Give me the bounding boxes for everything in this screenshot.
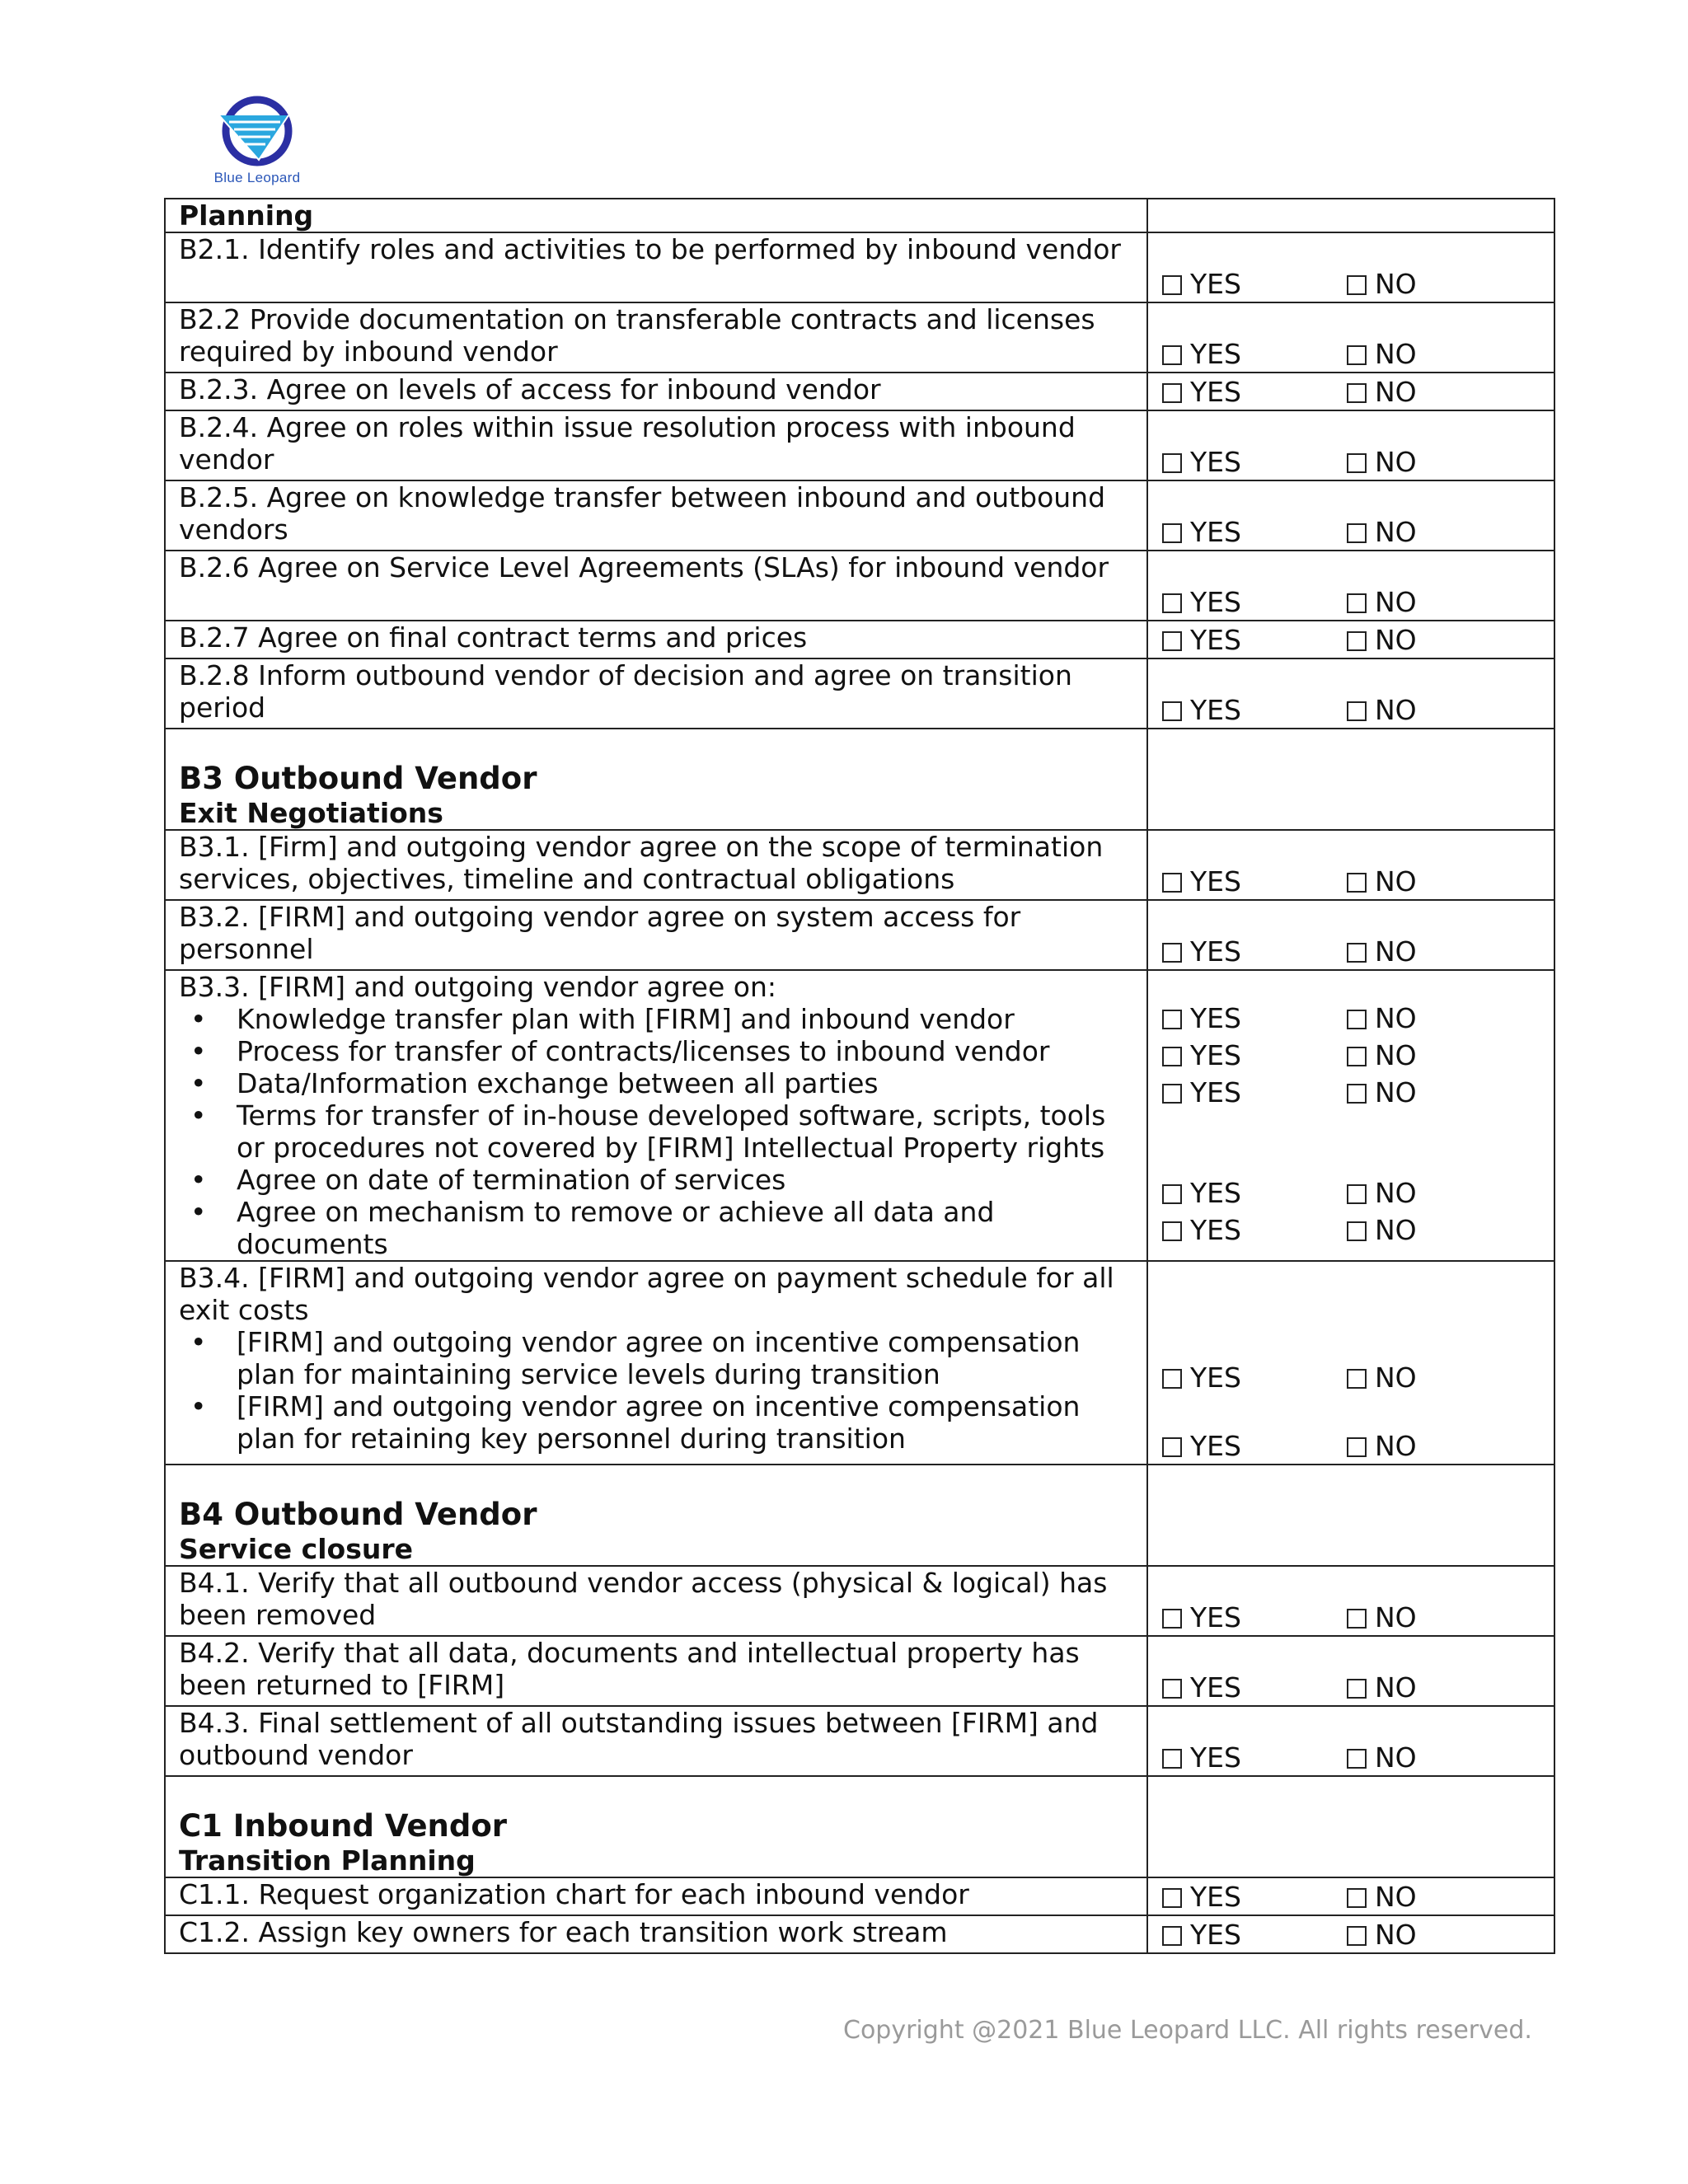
item-text: B2.1. Identify roles and activities to be performed by inbound vendor [165, 232, 1147, 302]
checkbox-icon [1347, 1679, 1367, 1699]
item-text: B3.1. [Firm] and outgoing vendor agree on the scope of termination services, objectives, timeline and contractual obligations [165, 830, 1147, 900]
checkbox-icon [1347, 1609, 1367, 1629]
checkbox-icon [1347, 275, 1367, 295]
item-intro: B3.3. [FIRM] and outgoing vendor agree on: [179, 971, 777, 1003]
checkbox-icon [1162, 873, 1182, 893]
checkbox-icon [1347, 1221, 1367, 1241]
checkbox-icon [1162, 383, 1182, 403]
section-title: B3 Outbound Vendor [179, 761, 537, 796]
no-checkbox[interactable]: NO [1347, 1177, 1417, 1209]
checkbox-icon [1162, 1047, 1182, 1066]
checkbox-icon [1162, 1369, 1182, 1389]
section-title: B4 Outbound Vendor [179, 1497, 537, 1532]
item-text: B4.1. Verify that all outbound vendor access (physical & logical) has been removed [165, 1566, 1147, 1636]
checklist-row-b223 [165, 373, 1554, 410]
yes-checkbox[interactable]: YES [1162, 268, 1241, 300]
no-checkbox[interactable]: NO [1347, 1881, 1417, 1913]
item-text: C1.1. Request organization chart for each inbound vendor [165, 1877, 1147, 1915]
checkbox-icon [1162, 1679, 1182, 1699]
checklist-row-b225 [165, 480, 1554, 551]
checklist-row-b227 [165, 621, 1554, 658]
no-checkbox[interactable]: NO [1347, 1601, 1417, 1633]
yes-checkbox[interactable]: YES [1162, 1601, 1241, 1633]
yes-no-group [1162, 1741, 1417, 1774]
yes-checkbox[interactable]: YES [1162, 1361, 1241, 1394]
yes-no-group [1162, 1039, 1417, 1071]
checklist-row-b43 [165, 1706, 1554, 1776]
checkbox-icon [1347, 631, 1367, 651]
yes-checkbox[interactable]: YES [1162, 1430, 1241, 1462]
checkbox-icon [1347, 1010, 1367, 1029]
checkbox-icon [1347, 453, 1367, 473]
checkbox-icon [1347, 943, 1367, 963]
checklist-row-b32 [165, 900, 1554, 970]
no-checkbox[interactable]: NO [1347, 376, 1417, 408]
item-text: B4.2. Verify that all data, documents and intellectual property has been returned to [FIRM] [165, 1636, 1147, 1706]
yes-checkbox[interactable]: YES [1162, 1671, 1241, 1704]
planning-title: Planning [179, 199, 314, 232]
no-checkbox[interactable]: NO [1347, 1430, 1417, 1462]
yes-checkbox[interactable]: YES [1162, 1214, 1241, 1246]
section-header-c1 [165, 1776, 1554, 1877]
yes-no-group [1162, 624, 1417, 656]
yes-checkbox[interactable]: YES [1162, 516, 1241, 548]
logo-text: Blue Leopard [213, 170, 301, 185]
yes-checkbox[interactable]: YES [1162, 1177, 1241, 1209]
yes-checkbox[interactable]: YES [1162, 1076, 1241, 1108]
no-checkbox[interactable]: NO [1347, 694, 1417, 726]
checkbox-icon [1162, 275, 1182, 295]
bullet-list [179, 1003, 1135, 1260]
list-item: • Data/Information exchange between all parties [237, 1067, 1135, 1099]
checkbox-icon [1347, 1369, 1367, 1389]
checkbox-icon [1162, 523, 1182, 543]
checkbox-icon [1162, 631, 1182, 651]
checkbox-icon [1347, 383, 1367, 403]
section-subtitle: Service closure [179, 1533, 414, 1565]
item-intro: B3.4. [FIRM] and outgoing vendor agree on payment schedule for all exit costs [179, 1262, 1114, 1326]
yes-no-group [1162, 268, 1417, 300]
list-item: • Agree on mechanism to remove or achieve all data and documents [237, 1196, 1135, 1260]
no-checkbox[interactable]: NO [1347, 338, 1417, 370]
no-checkbox[interactable]: NO [1347, 624, 1417, 656]
checklist-row-b34 [165, 1261, 1554, 1465]
yes-no-group [1162, 1076, 1417, 1108]
list-item: • [FIRM] and outgoing vendor agree on incentive compensation plan for retaining key personnel during transition [237, 1390, 1135, 1455]
checkbox-icon [1347, 345, 1367, 365]
yes-checkbox[interactable]: YES [1162, 586, 1241, 618]
checkbox-icon [1347, 873, 1367, 893]
item-text: B2.2 Provide documentation on transferable contracts and licenses required by inbound vendor [165, 302, 1147, 373]
yes-no-group [1162, 446, 1417, 478]
checkbox-icon [1347, 1926, 1367, 1946]
checklist-row-b42 [165, 1636, 1554, 1706]
checkbox-icon [1162, 1926, 1182, 1946]
yes-no-group [1162, 1361, 1417, 1394]
yes-checkbox[interactable]: YES [1162, 446, 1241, 478]
transition-checklist-table [164, 198, 1555, 1954]
item-text: B.2.4. Agree on roles within issue resolution process with inbound vendor [165, 410, 1147, 480]
yes-no-group [1162, 694, 1417, 726]
checkbox-icon [1347, 523, 1367, 543]
no-checkbox[interactable]: NO [1347, 1741, 1417, 1774]
blue-leopard-logo-icon [191, 94, 323, 170]
checkbox-icon [1162, 1084, 1182, 1104]
list-item: • Agree on date of termination of services [237, 1164, 1135, 1196]
checkbox-icon [1162, 1888, 1182, 1908]
yes-no-group [1162, 1671, 1417, 1704]
checkbox-icon [1162, 593, 1182, 613]
yes-checkbox[interactable]: YES [1162, 1039, 1241, 1071]
yes-checkbox[interactable]: YES [1162, 1881, 1241, 1913]
checkbox-icon [1162, 1609, 1182, 1629]
checkbox-icon [1347, 1047, 1367, 1066]
no-checkbox[interactable]: NO [1347, 1919, 1417, 1951]
checkbox-icon [1347, 1888, 1367, 1908]
yes-no-group [1162, 516, 1417, 548]
checkbox-icon [1162, 1437, 1182, 1457]
checkbox-icon [1347, 701, 1367, 721]
no-checkbox[interactable]: NO [1347, 1002, 1417, 1034]
yes-no-group [1162, 586, 1417, 618]
no-checkbox[interactable]: NO [1347, 865, 1417, 898]
yes-no-group [1162, 376, 1417, 408]
list-item: • Terms for transfer of in-house developed software, scripts, tools or procedures not covered by [FIRM] Intellectual Property rights [237, 1099, 1135, 1164]
copyright-footer: Copyright @2021 Blue Leopard LLC. All rights reserved. [843, 2016, 1532, 2045]
yes-checkbox[interactable]: YES [1162, 1002, 1241, 1034]
yes-checkbox[interactable]: YES [1162, 1919, 1241, 1951]
item-text: B.2.6 Agree on Service Level Agreements (SLAs) for inbound vendor [165, 551, 1147, 621]
no-checkbox[interactable]: NO [1347, 1671, 1417, 1704]
section-header-b4 [165, 1465, 1554, 1566]
checkbox-icon [1162, 453, 1182, 473]
checklist-row-c12 [165, 1915, 1554, 1953]
checkbox-icon [1162, 345, 1182, 365]
item-text: C1.2. Assign key owners for each transition work stream [165, 1915, 1147, 1953]
checkbox-icon [1162, 1010, 1182, 1029]
bullet-list [179, 1326, 1135, 1455]
yes-checkbox[interactable]: YES [1162, 624, 1241, 656]
yes-checkbox[interactable]: YES [1162, 338, 1241, 370]
checkbox-icon [1347, 1749, 1367, 1769]
checkbox-icon [1347, 1437, 1367, 1457]
item-text: B.2.3. Agree on levels of access for inbound vendor [165, 373, 1147, 410]
checkbox-icon [1162, 1184, 1182, 1204]
checkbox-icon [1162, 943, 1182, 963]
no-checkbox[interactable]: NO [1347, 516, 1417, 548]
checkbox-icon [1162, 1749, 1182, 1769]
checklist-row-b41 [165, 1566, 1554, 1636]
no-checkbox[interactable]: NO [1347, 1214, 1417, 1246]
no-checkbox[interactable]: NO [1347, 1039, 1417, 1071]
item-text: B.2.8 Inform outbound vendor of decision and agree on transition period [165, 658, 1147, 729]
yes-checkbox[interactable]: YES [1162, 1741, 1241, 1774]
no-checkbox[interactable]: NO [1347, 446, 1417, 478]
yes-checkbox[interactable]: YES [1162, 694, 1241, 726]
yes-no-group [1162, 865, 1417, 898]
no-checkbox[interactable]: NO [1347, 1361, 1417, 1394]
checklist-row-b224 [165, 410, 1554, 480]
yes-no-group [1162, 935, 1417, 968]
checkbox-icon [1347, 593, 1367, 613]
yes-checkbox[interactable]: YES [1162, 935, 1241, 968]
list-item: • Process for transfer of contracts/licenses to inbound vendor [237, 1035, 1135, 1067]
no-checkbox[interactable]: NO [1347, 268, 1417, 300]
item-text: B4.3. Final settlement of all outstanding issues between [FIRM] and outbound vendor [165, 1706, 1147, 1776]
section-header-b3 [165, 729, 1554, 830]
list-item: • [FIRM] and outgoing vendor agree on incentive compensation plan for maintaining service levels during transition [237, 1326, 1135, 1390]
no-checkbox[interactable]: NO [1347, 1076, 1417, 1108]
item-text: B.2.5. Agree on knowledge transfer between inbound and outbound vendors [165, 480, 1147, 551]
checklist-row-b22 [165, 302, 1554, 373]
list-item: • Knowledge transfer plan with [FIRM] and inbound vendor [237, 1003, 1135, 1035]
checklist-row-c11 [165, 1877, 1554, 1915]
yes-checkbox[interactable]: YES [1162, 376, 1241, 408]
section-title: C1 Inbound Vendor [179, 1808, 508, 1844]
no-checkbox[interactable]: NO [1347, 586, 1417, 618]
section-subtitle: Transition Planning [179, 1844, 476, 1877]
no-checkbox[interactable]: NO [1347, 935, 1417, 968]
checkbox-icon [1347, 1184, 1367, 1204]
checkbox-icon [1162, 701, 1182, 721]
section-subtitle: Exit Negotiations [179, 797, 443, 829]
yes-no-group [1162, 1601, 1417, 1633]
checklist-row-b228 [165, 658, 1554, 729]
planning-row [165, 199, 1554, 232]
checkbox-icon [1347, 1084, 1367, 1104]
checklist-row-b31 [165, 830, 1554, 900]
yes-no-group [1162, 1214, 1417, 1246]
yes-no-group [1162, 1881, 1417, 1913]
yes-checkbox[interactable]: YES [1162, 865, 1241, 898]
yes-no-group [1162, 1177, 1417, 1209]
blue-leopard-logo [191, 94, 323, 186]
checklist-row-b21 [165, 232, 1554, 302]
yes-no-group [1162, 1919, 1417, 1951]
item-text: B.2.7 Agree on final contract terms and prices [165, 621, 1147, 658]
yes-no-group [1162, 338, 1417, 370]
item-text: B3.2. [FIRM] and outgoing vendor agree on system access for personnel [165, 900, 1147, 970]
yes-no-group [1162, 1430, 1417, 1462]
checkbox-icon [1162, 1221, 1182, 1241]
yes-no-group [1162, 1002, 1417, 1034]
checklist-row-b33 [165, 970, 1554, 1261]
checklist-row-b226 [165, 551, 1554, 621]
